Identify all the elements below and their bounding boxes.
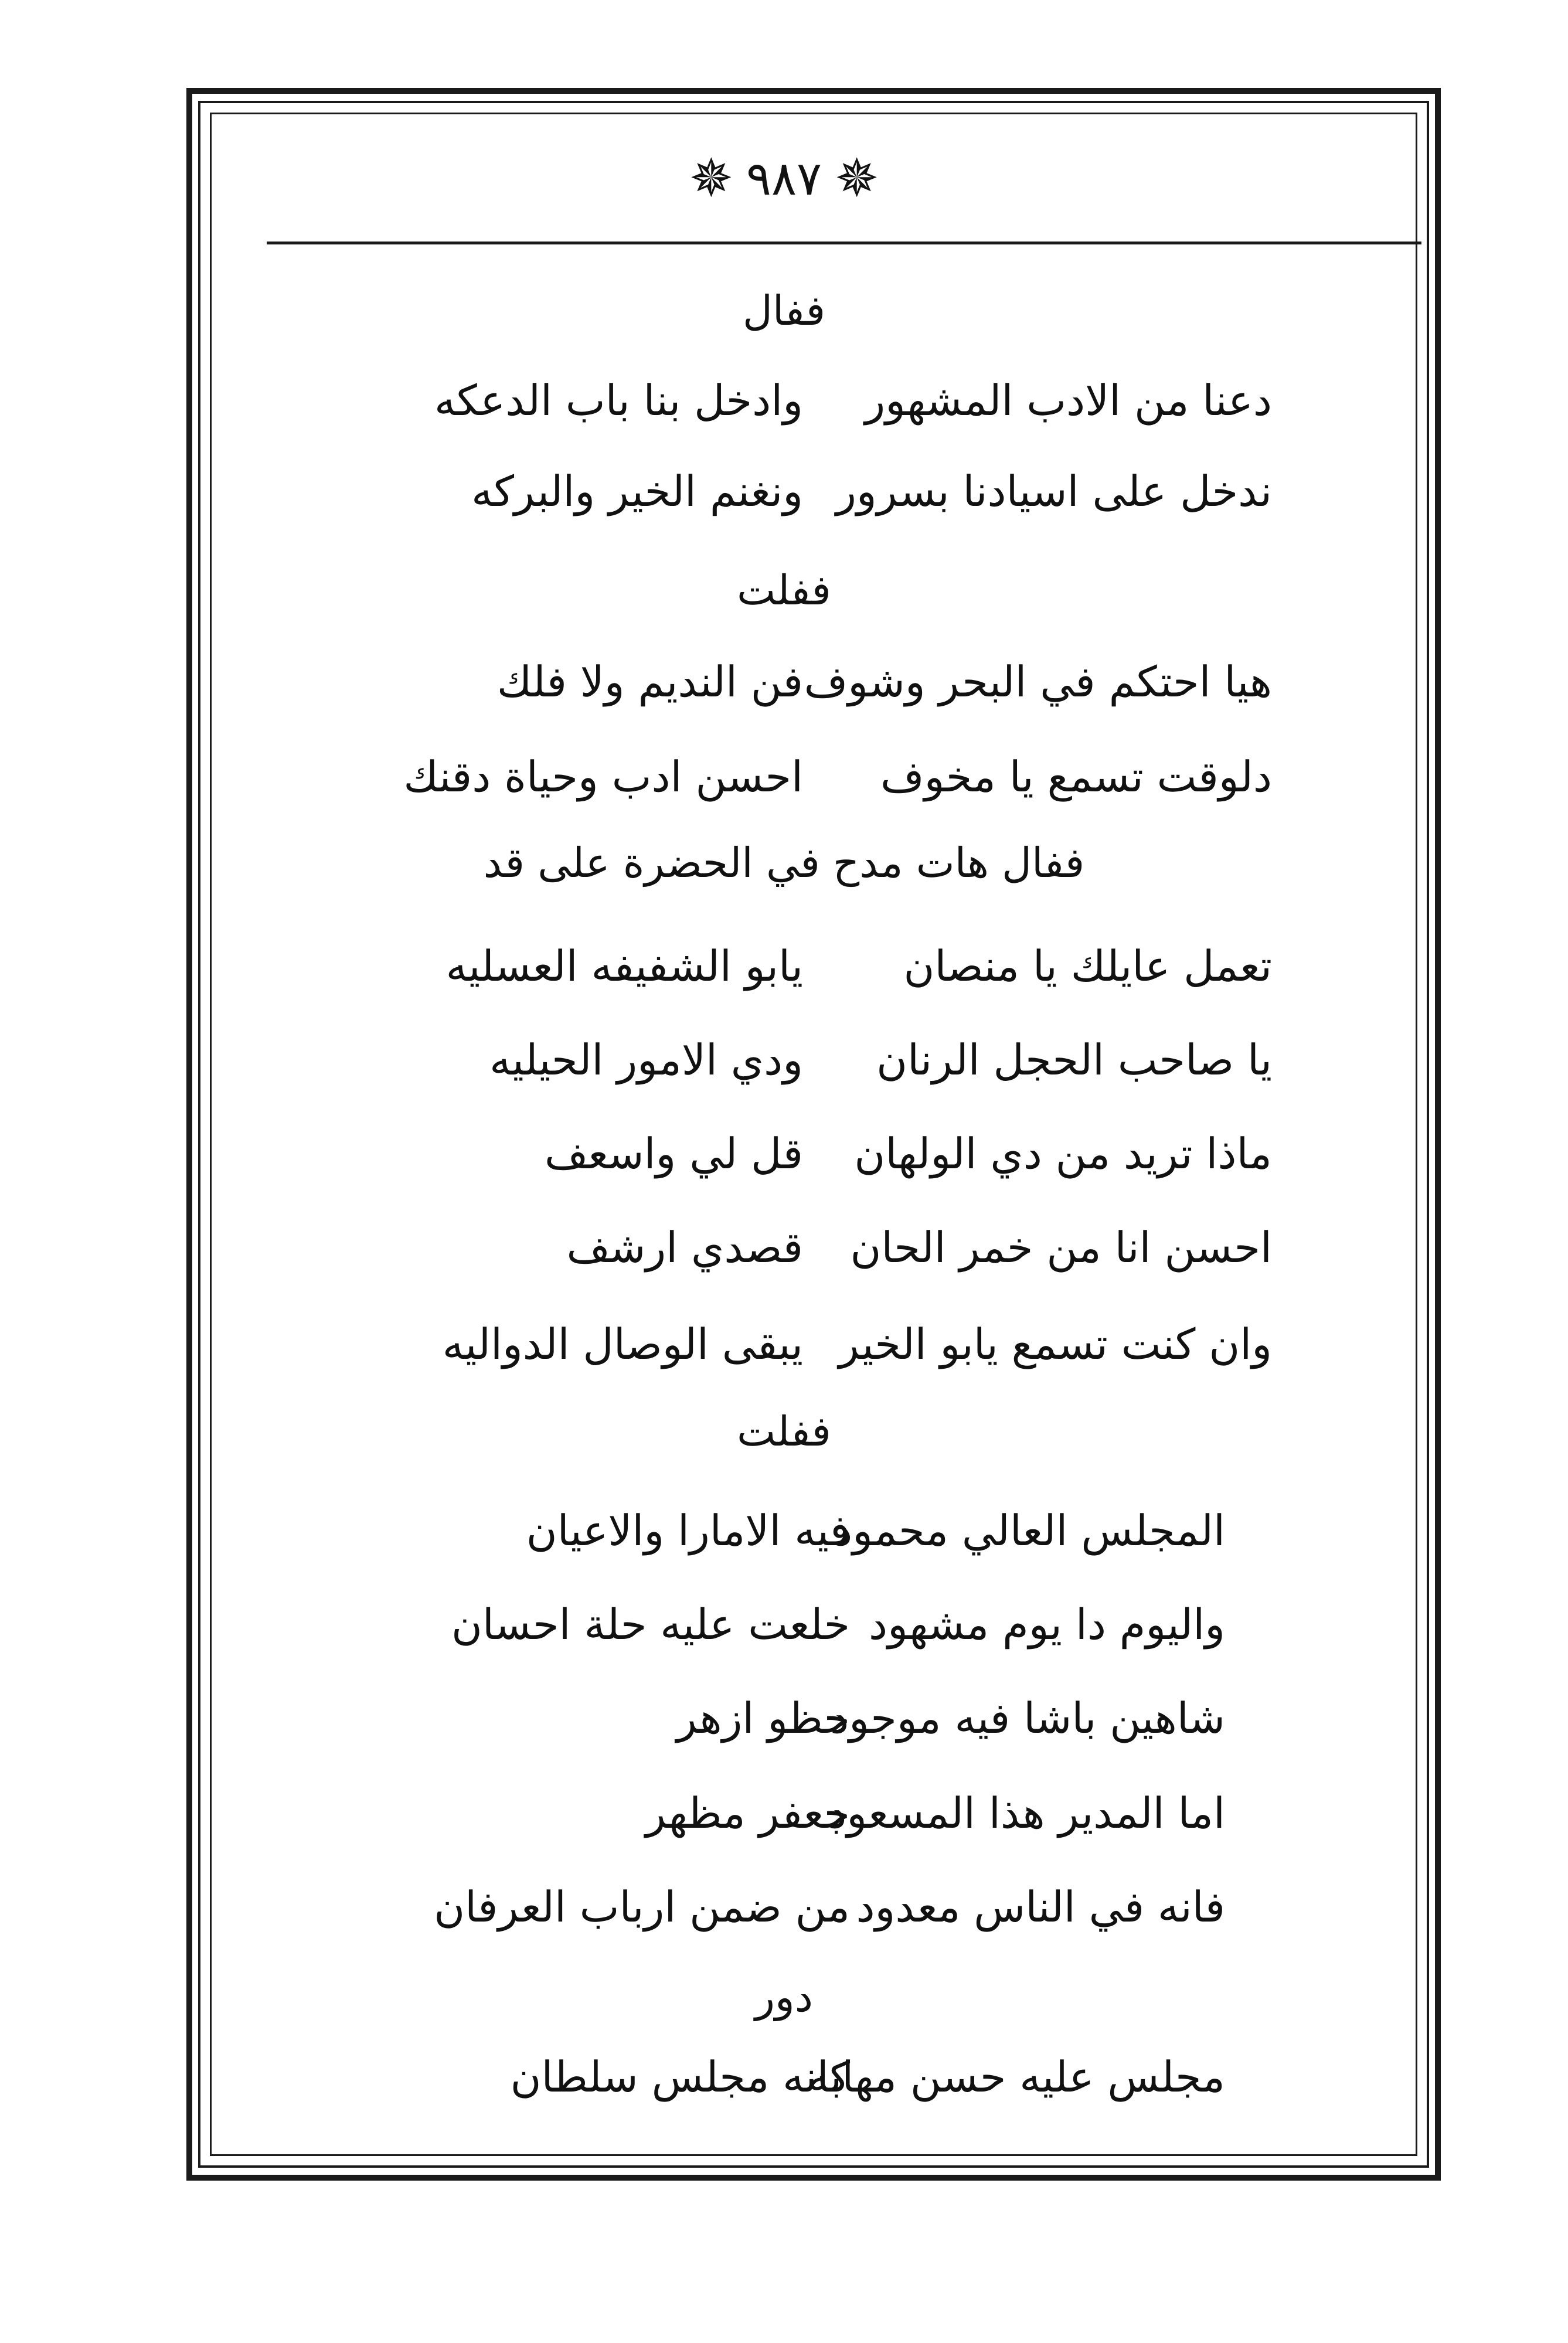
verse-second-hemistich: فن النديم ولا فلك: [496, 657, 803, 706]
page-number: ٩٨٧: [746, 151, 822, 206]
verse-line: [199, 1222, 1272, 1273]
verse-line: [199, 751, 1272, 802]
verse-second-hemistich: فيه الامارا والاعيان: [526, 1506, 850, 1555]
verse-second-hemistich: يابو الشفيفه العسليه: [445, 941, 803, 991]
verse-line: [328, 1505, 1225, 1556]
verse-second-hemistich: حظو ازهر: [676, 1694, 850, 1743]
ornament-icon: ✵: [689, 148, 734, 209]
verse-first-hemistich: مجلس عليه حسن مهابه: [807, 2052, 1225, 2101]
verse-first-hemistich: المجلس العالي محمود: [834, 1506, 1225, 1555]
verse-line: [328, 1788, 1225, 1838]
verse-second-hemistich: جعفر مظهر: [645, 1788, 850, 1838]
verse-line: [199, 1128, 1272, 1179]
verse-line: [328, 1693, 1225, 1743]
section-heading: ففلت: [737, 566, 831, 614]
verse-second-hemistich: قل لي واسعف: [544, 1129, 803, 1178]
verse-line: [199, 466, 1272, 516]
verse-line: [328, 2052, 1225, 2102]
verse-first-hemistich: احسن انا من خمر الحان: [850, 1223, 1272, 1272]
verse-second-hemistich: احسن ادب وحياة دقنك: [403, 752, 803, 801]
section-heading: ففلت: [737, 1407, 831, 1456]
verse-second-hemistich: وادخل بنا باب الدعكه: [434, 376, 803, 425]
verse-first-hemistich: ماذا تريد من دي الولهان: [854, 1129, 1272, 1178]
verse-second-hemistich: قصدي ارشف: [566, 1223, 803, 1272]
verse-line: [328, 1599, 1225, 1650]
verse-line: [199, 1035, 1272, 1085]
verse-first-hemistich: يا صاحب الحجل الرنان: [876, 1035, 1272, 1084]
verse-first-hemistich: شاهين باشا فيه موجود: [830, 1694, 1225, 1743]
verse-line: [199, 375, 1272, 426]
verse-second-hemistich: ونغنم الخير والبركه: [471, 467, 803, 516]
verse-first-hemistich: اما المدير هذا المسعود: [828, 1788, 1225, 1838]
page-header: [0, 141, 1568, 217]
header-divider: [267, 242, 1421, 244]
verse-second-hemistich: كانه مجلس سلطان: [510, 2052, 850, 2101]
verse-second-hemistich: من ضمن ارباب العرفان: [434, 1882, 850, 1931]
verse-first-hemistich: واليوم دا يوم مشهود: [869, 1600, 1225, 1649]
section-heading: دور: [755, 1973, 813, 2021]
verse-first-hemistich: دلوقت تسمع يا مخوف: [880, 752, 1272, 801]
verse-first-hemistich: دعنا من الادب المشهور: [865, 376, 1272, 425]
verse-line: [199, 941, 1272, 991]
verse-first-hemistich: تعمل عايلك يا منصان: [903, 941, 1272, 991]
verse-first-hemistich: هيا احتكم في البحر وشوف: [804, 657, 1272, 706]
verse-second-hemistich: خلعت عليه حلة احسان: [451, 1600, 850, 1649]
section-heading: ففال: [742, 287, 826, 335]
ornament-icon: ✵: [834, 148, 879, 209]
verse-first-hemistich: وان كنت تسمع يابو الخير: [838, 1320, 1272, 1369]
verse-line: [199, 1319, 1272, 1369]
verse-second-hemistich: ودي الامور الحيليه: [489, 1035, 803, 1084]
section-heading: ففال هات مدح في الحضرة على قد: [483, 839, 1085, 887]
verse-line: [328, 1882, 1225, 1932]
verse-second-hemistich: يبقى الوصال الدواليه: [442, 1320, 803, 1369]
verse-first-hemistich: ندخل على اسيادنا بسرور: [836, 467, 1272, 516]
verse-first-hemistich: فانه في الناس معدود: [856, 1882, 1225, 1931]
verse-line: [199, 657, 1272, 707]
